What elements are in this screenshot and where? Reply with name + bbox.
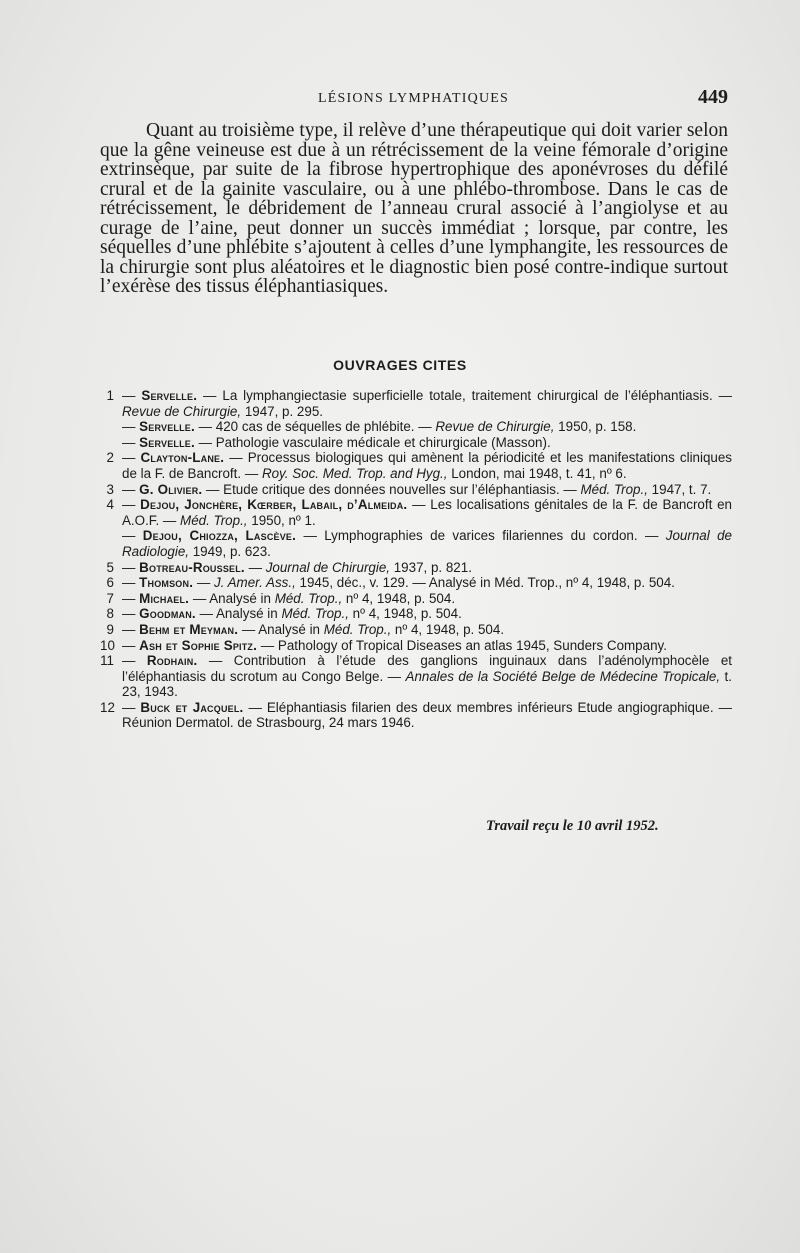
- reference-text: — Pathologie vasculaire médicale et chirurgicale (Masson).: [194, 434, 551, 450]
- reference-journal: Roy. Soc. Med. Trop. and Hyg.,: [261, 465, 448, 481]
- reference-journal: Revue de Chirurgie,: [435, 419, 555, 435]
- reference-details: 1947, t. 7.: [647, 481, 712, 497]
- reference-text: — Analysé in: [238, 621, 324, 637]
- reference-item: [100, 528, 732, 559]
- reference-author: Dejou, Chiozza, Lascève.: [142, 528, 297, 544]
- reference-text: — Eléphantiasis filarien des deux membres inférieurs Etude angiographique. — Réunion Dermatol. de Strasbourg, 24 mars 1946.: [122, 699, 732, 731]
- running-title: LÉSIONS LYMPHATIQUES: [318, 91, 509, 106]
- reference-text: — Etude critique des données nouvelles sur l’éléphantiasis. —: [202, 481, 581, 497]
- reference-item: [100, 638, 732, 654]
- reference-item: [100, 419, 732, 435]
- reference-number: 4: [106, 497, 114, 513]
- reference-item: [100, 388, 732, 419]
- reference-dash: —: [122, 450, 141, 466]
- reference-journal: Méd. Trop.,: [323, 621, 392, 637]
- reference-dash: —: [122, 388, 142, 403]
- reference-author: Dejou, Jonchère, Kœrber, Labail, d’Almeida.: [140, 497, 408, 513]
- reference-author: Botreau-Roussel.: [139, 559, 245, 575]
- reference-text: — Contribution à l’étude des ganglions inguinaux dans l’adénolymphocèle et l’éléphantiasis du scrotum au Congo Belge. —: [122, 653, 732, 684]
- reference-item: [100, 606, 732, 622]
- reference-journal: Journal de Chirurgie,: [265, 559, 391, 575]
- reference-text: — La lymphangiectasie superficielle totale, traitement chirurgical de l’éléphantiasis. —: [197, 388, 732, 403]
- reference-number: 10: [100, 637, 115, 653]
- received-note: Travail reçu le 10 avril 1952.: [486, 818, 659, 834]
- reference-author: Rodhain.: [146, 653, 198, 669]
- reference-text: — Processus biologiques qui amènent la périodicité et les manifestations cliniques de la F. de Bancroft. —: [122, 450, 732, 481]
- reference-text: —: [244, 559, 266, 575]
- reference-text: — Analysé in: [195, 606, 282, 622]
- reference-author: Servelle.: [139, 434, 195, 450]
- reference-author: Goodman.: [139, 606, 196, 622]
- reference-details: 1937, p. 821.: [390, 559, 472, 575]
- reference-details: 1949, p. 623.: [189, 543, 271, 559]
- reference-item: [100, 575, 732, 591]
- reference-text: — 420 cas de séquelles de phlébite. —: [194, 419, 436, 435]
- reference-item: [100, 497, 732, 528]
- reference-number: 1: [106, 388, 114, 403]
- reference-dash: —: [122, 590, 140, 606]
- reference-author: Ash et Sophie Spitz.: [139, 637, 258, 653]
- reference-text: — Les localisations génitales de la F. de Bancroft en A.O.F. —: [122, 497, 732, 528]
- reference-text: — Analysé in: [189, 590, 275, 606]
- reference-journal: Annales de la Société Belge de Médecine Tropicale,: [405, 668, 721, 684]
- reference-number: 12: [100, 699, 115, 715]
- reference-number: 3: [106, 481, 114, 497]
- reference-details: nº 4, 1948, p. 504.: [342, 590, 456, 606]
- reference-journal: Journal de Radiologie,: [122, 528, 732, 559]
- reference-item: [100, 482, 732, 498]
- reference-dash: —: [122, 575, 140, 591]
- reference-text: — Pathology of Tropical Diseases an atlas 1945, Sunders Company.: [257, 637, 667, 653]
- reference-number: 6: [106, 575, 114, 591]
- reference-details: t. 23, 1943.: [122, 668, 732, 700]
- reference-number: 5: [106, 559, 114, 575]
- references-list: [100, 388, 732, 731]
- running-header: [0, 88, 800, 112]
- reference-item: [100, 700, 732, 731]
- reference-item: [100, 560, 732, 576]
- reference-dash: —: [122, 528, 143, 544]
- reference-author: G. Olivier.: [139, 481, 203, 497]
- reference-author: Thomson.: [139, 575, 194, 591]
- reference-details: 1945, déc., v. 129. — Analysé in Méd. Trop., nº 4, 1948, p. 504.: [295, 575, 675, 591]
- reference-author: Servelle.: [139, 419, 195, 435]
- reference-details: nº 4, 1948, p. 504.: [348, 606, 462, 622]
- section-title: OUVRAGES CITES: [333, 357, 467, 373]
- reference-dash: —: [122, 699, 141, 715]
- reference-item: [100, 653, 732, 700]
- reference-details: 1947, p. 295.: [241, 403, 323, 419]
- reference-dash: —: [122, 419, 140, 435]
- body-text: [100, 121, 728, 297]
- reference-dash: —: [122, 653, 147, 669]
- reference-dash: —: [122, 637, 140, 653]
- reference-dash: —: [122, 481, 140, 497]
- reference-dash: —: [122, 606, 140, 622]
- reference-details: London, mai 1948, t. 41, nº 6.: [447, 465, 627, 481]
- reference-author: Michael.: [139, 590, 190, 606]
- reference-number: 8: [106, 606, 114, 622]
- reference-text: —: [193, 575, 214, 591]
- reference-number: 7: [106, 590, 114, 606]
- reference-details: nº 4, 1948, p. 504.: [391, 621, 505, 637]
- reference-journal: Revue de Chirurgie,: [122, 403, 242, 419]
- reference-dash: —: [122, 559, 140, 575]
- reference-number: 11: [100, 653, 114, 669]
- reference-details: 1950, nº 1.: [247, 512, 316, 528]
- reference-item: [100, 622, 732, 638]
- page-number: 449: [698, 86, 728, 108]
- reference-dash: —: [122, 434, 140, 450]
- body-paragraph: Quant au troisième type, il relève d’une thérapeutique qui doit varier selon que la gêne veineuse est due à un rétrécissement de la veine fémorale d’origine extrinsèque, par suite de la fibrose hypertrophique des aponévroses du défilé crural et de la gainite vasculaire, ou à une phlébo-thrombose. Dans le cas de rétrécissement, le débridement de l’anneau crural associé à l’angiolyse et au curage de l’aine, peut donner un succès immédiat ; lorsque, par contre, les séquelles d’une phlébite s’ajoutent à celles d’une lymphangite, les ressources de la chirurgie sont plus aléatoires et le diagnostic bien posé contre-indique surtout l’exérèse des tissus éléphantiasiques.: [100, 120, 728, 297]
- reference-author: Buck et Jacquel.: [140, 699, 244, 715]
- reference-journal: J. Amer. Ass.,: [213, 575, 296, 591]
- reference-text: — Lymphographies de varices filariennes du cordon. —: [296, 528, 666, 544]
- reference-details: 1950, p. 158.: [554, 419, 637, 435]
- reference-item: [100, 591, 732, 607]
- reference-number: 9: [106, 621, 114, 637]
- reference-journal: Méd. Trop.,: [580, 481, 648, 497]
- reference-journal: Méd. Trop.,: [274, 590, 343, 606]
- reference-number: 2: [106, 450, 114, 466]
- reference-author: Servelle.: [141, 388, 198, 403]
- reference-item: [100, 435, 732, 451]
- reference-item: [100, 450, 732, 481]
- reference-dash: —: [122, 497, 141, 513]
- reference-journal: Méd. Trop.,: [281, 606, 349, 622]
- reference-dash: —: [122, 621, 140, 637]
- reference-author: Behm et Meyman.: [139, 621, 239, 637]
- reference-author: Clayton-Lane.: [140, 450, 225, 466]
- reference-journal: Méd. Trop.,: [180, 512, 248, 528]
